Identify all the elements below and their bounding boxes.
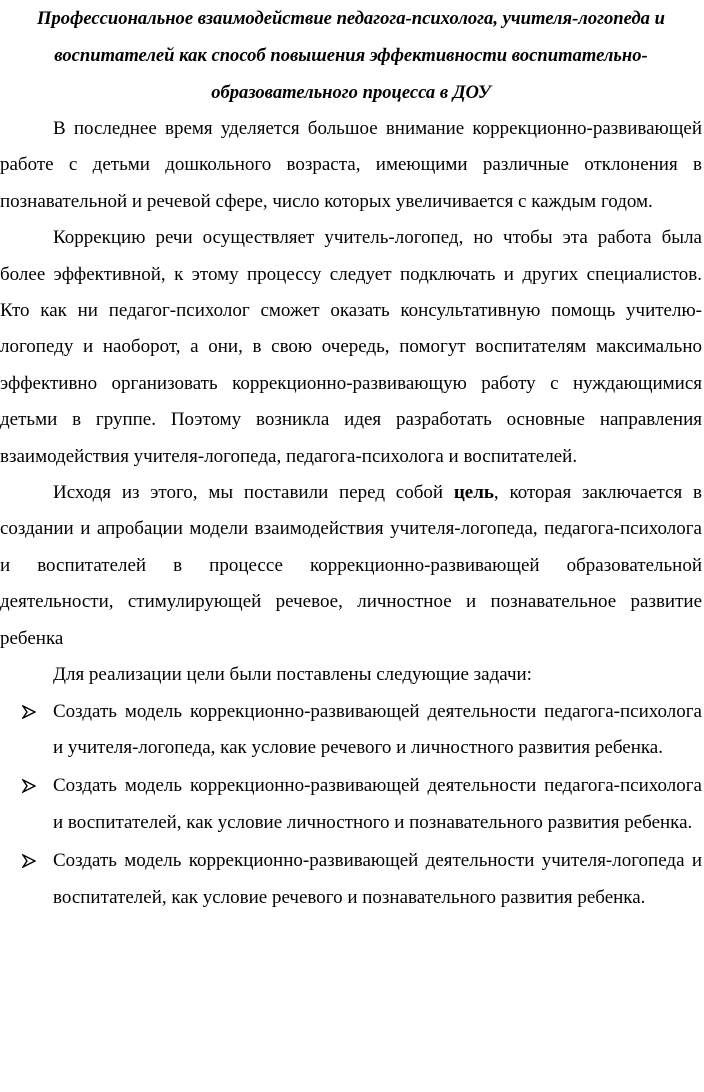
goal-keyword: цель <box>453 482 494 504</box>
tasks-intro: Для реализации цели были поставлены следующие задачи: <box>53 664 532 686</box>
task-text: Создать модель коррекционно-развивающей деятельности педагога-психолога и учителя-логопеда, как условие речевого и личностного развития ребенка. <box>53 700 702 758</box>
paragraph-intro: В последнее время уделяется большое внимание коррекционно-развивающей работе с детьми дошкольного возраста, имеющими различные отклонения в познавательной и речевой сфере, число которых увеличивается с каждым годом. <box>0 118 702 212</box>
list-item <box>0 694 702 767</box>
goal-text-before: Исходя из этого, мы поставили перед собой <box>53 482 454 504</box>
arrowhead-bullet-icon <box>22 768 38 804</box>
goal-text-after: , которая заключается в создании и апробации модели взаимодействия учителя-логопеда, педагога-психолога и воспитателей в процессе коррекционно-развивающей образовательной деятельности, стимулирующей речевое, личностное и познавательное развитие ребенка <box>0 482 702 649</box>
paragraph-speech-correction: Коррекцию речи осуществляет учитель-логопед, но чтобы эта работа была более эффективной, к этому процессу следует подключать и других специалистов. Кто как ни педагог-психолог сможет оказать консультативную помощь учителю-логопеду и наоборот, а они, в свою очередь, помогут воспитателям максимально эффективно организовать коррекционно-развивающую работу с нуждающимися детьми в группе. Поэтому возникла идея разработать основные направления взаимодействия учителя-логопеда, педагога-психолога и воспитателей. <box>0 227 702 467</box>
paragraph-goal <box>0 475 702 657</box>
tasks-list <box>0 694 702 916</box>
list-item <box>0 768 702 841</box>
document-title: Профессиональное взаимодействие педагога-психолога, учителя-логопеда и воспитателей как способ повышения эффективности воспитательно-образовательного процесса в ДОУ <box>37 8 665 103</box>
arrowhead-bullet-icon <box>22 843 38 879</box>
task-text: Создать модель коррекционно-развивающей деятельности педагога-психолога и воспитателей, как условие личностного и познавательного развития ребенка. <box>53 775 702 833</box>
arrowhead-bullet-icon <box>22 694 38 730</box>
task-text: Создать модель коррекционно-развивающей деятельности учителя-логопеда и воспитателей, как условие речевого и познавательного развития ребенка. <box>53 850 702 908</box>
list-item <box>0 843 702 916</box>
